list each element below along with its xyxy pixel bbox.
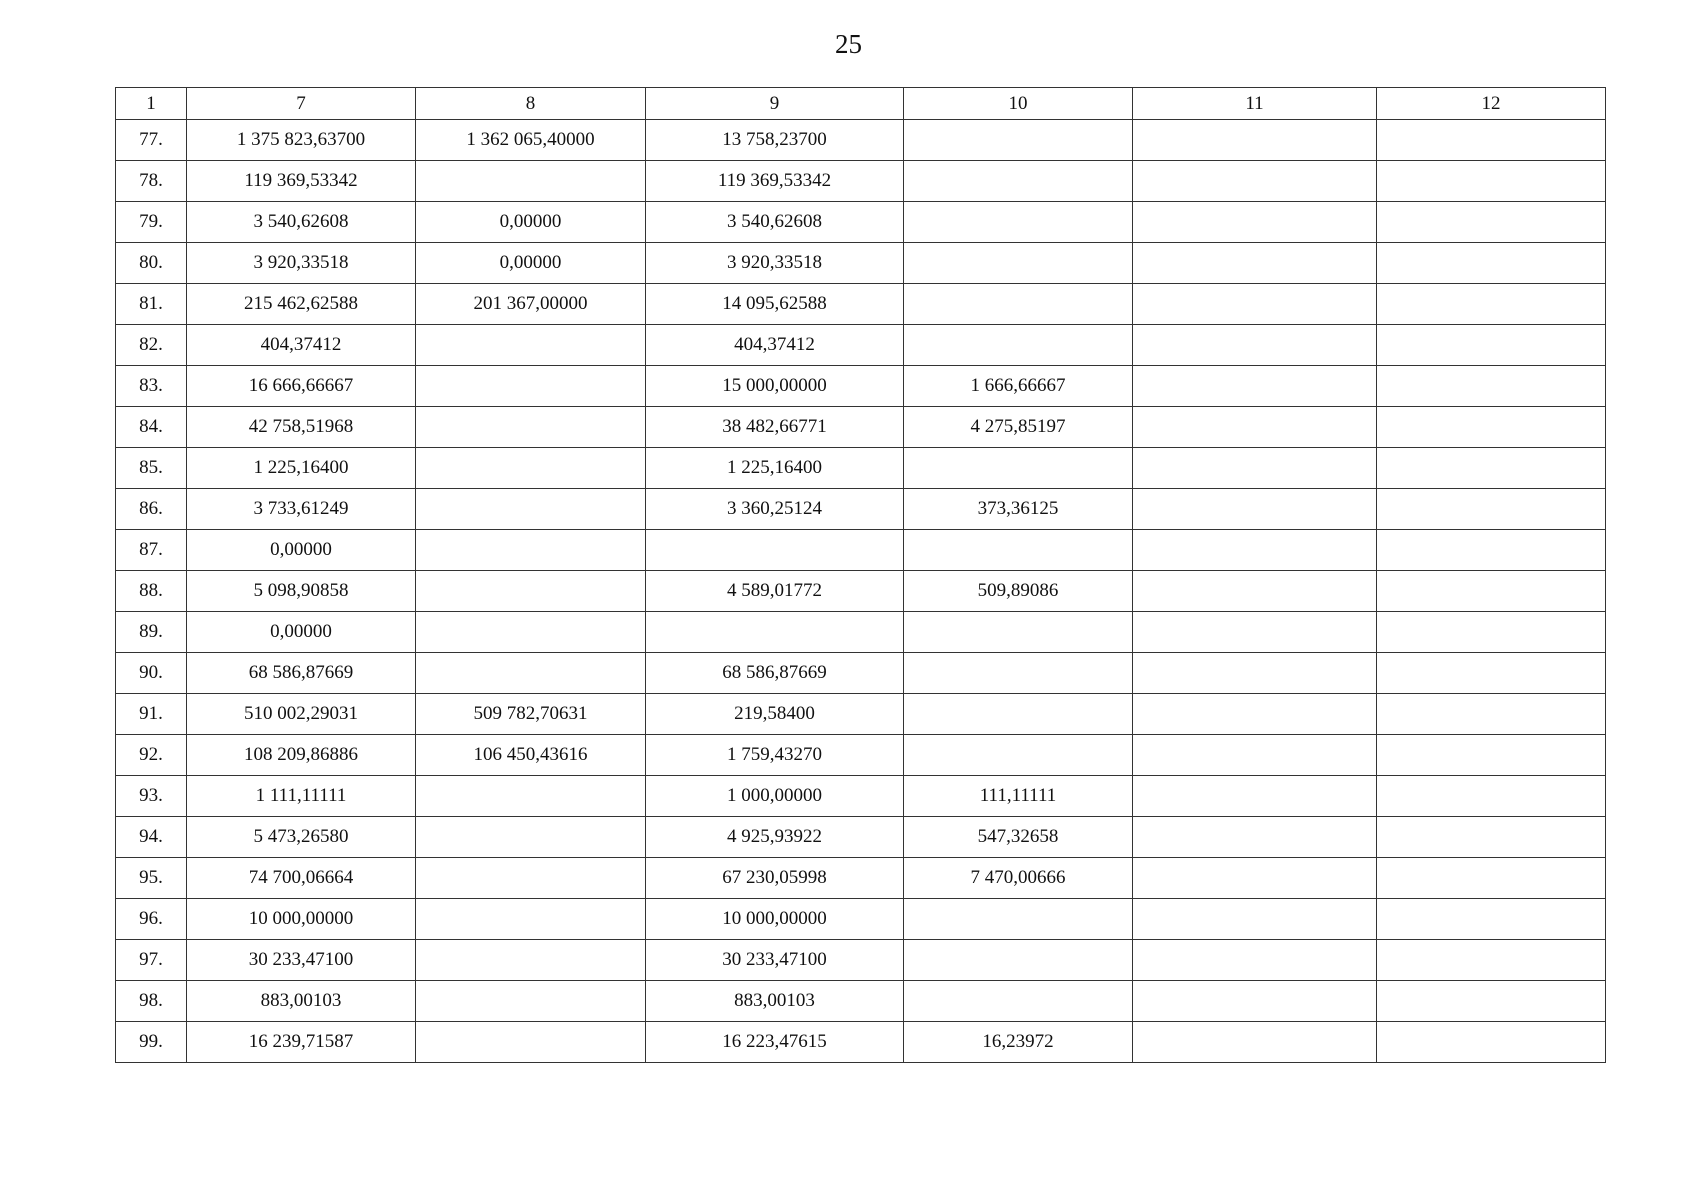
cell-col-8 [416, 981, 646, 1022]
cell-col-11 [1133, 120, 1377, 161]
cell-col-10 [904, 981, 1133, 1022]
cell-col-12 [1377, 161, 1606, 202]
cell-col-9: 119 369,53342 [646, 161, 904, 202]
table-row [116, 161, 1606, 202]
cell-row-number: 85. [116, 448, 187, 489]
cell-col-12 [1377, 284, 1606, 325]
header-cell-col-12: 12 [1377, 88, 1606, 120]
cell-col-8 [416, 161, 646, 202]
cell-row-number: 95. [116, 858, 187, 899]
cell-col-9: 3 920,33518 [646, 243, 904, 284]
cell-col-11 [1133, 940, 1377, 981]
cell-col-9 [646, 612, 904, 653]
table-row [116, 530, 1606, 571]
cell-col-9 [646, 530, 904, 571]
table-row [116, 571, 1606, 612]
cell-col-12 [1377, 202, 1606, 243]
table-row [116, 694, 1606, 735]
table-body [116, 120, 1606, 1063]
cell-col-9: 4 925,93922 [646, 817, 904, 858]
cell-col-7: 510 002,29031 [187, 694, 416, 735]
cell-col-12 [1377, 694, 1606, 735]
cell-col-7: 5 098,90858 [187, 571, 416, 612]
table-row [116, 940, 1606, 981]
cell-col-10: 7 470,00666 [904, 858, 1133, 899]
cell-row-number: 97. [116, 940, 187, 981]
cell-col-11 [1133, 366, 1377, 407]
header-cell-col-7: 7 [187, 88, 416, 120]
cell-col-10 [904, 325, 1133, 366]
cell-col-7: 119 369,53342 [187, 161, 416, 202]
table-row [116, 735, 1606, 776]
cell-row-number: 79. [116, 202, 187, 243]
cell-row-number: 77. [116, 120, 187, 161]
cell-col-8 [416, 1022, 646, 1063]
cell-row-number: 84. [116, 407, 187, 448]
cell-col-9: 1 000,00000 [646, 776, 904, 817]
cell-col-10 [904, 120, 1133, 161]
cell-col-12 [1377, 448, 1606, 489]
table-row [116, 120, 1606, 161]
cell-col-9: 3 360,25124 [646, 489, 904, 530]
cell-row-number: 99. [116, 1022, 187, 1063]
table-row [116, 448, 1606, 489]
table-row [116, 407, 1606, 448]
cell-col-11 [1133, 530, 1377, 571]
cell-col-11 [1133, 325, 1377, 366]
cell-col-11 [1133, 571, 1377, 612]
cell-col-7: 42 758,51968 [187, 407, 416, 448]
header-cell-col-11: 11 [1133, 88, 1377, 120]
cell-col-12 [1377, 366, 1606, 407]
cell-col-10: 111,11111 [904, 776, 1133, 817]
cell-col-12 [1377, 612, 1606, 653]
cell-col-12 [1377, 858, 1606, 899]
cell-col-11 [1133, 448, 1377, 489]
cell-col-10 [904, 243, 1133, 284]
cell-col-12 [1377, 899, 1606, 940]
table-row [116, 817, 1606, 858]
cell-row-number: 80. [116, 243, 187, 284]
cell-row-number: 91. [116, 694, 187, 735]
header-cell-col-8: 8 [416, 88, 646, 120]
cell-col-8 [416, 653, 646, 694]
table-row [116, 325, 1606, 366]
cell-col-10 [904, 284, 1133, 325]
cell-row-number: 93. [116, 776, 187, 817]
cell-col-7: 16 666,66667 [187, 366, 416, 407]
cell-col-11 [1133, 161, 1377, 202]
cell-col-12 [1377, 530, 1606, 571]
cell-col-7: 3 920,33518 [187, 243, 416, 284]
cell-col-9: 13 758,23700 [646, 120, 904, 161]
cell-col-7: 0,00000 [187, 530, 416, 571]
cell-col-8 [416, 858, 646, 899]
table-row [116, 858, 1606, 899]
cell-row-number: 94. [116, 817, 187, 858]
cell-col-11 [1133, 817, 1377, 858]
cell-col-11 [1133, 735, 1377, 776]
cell-col-8: 0,00000 [416, 243, 646, 284]
cell-col-11 [1133, 489, 1377, 530]
cell-col-12 [1377, 817, 1606, 858]
cell-col-7: 3 733,61249 [187, 489, 416, 530]
cell-col-8: 106 450,43616 [416, 735, 646, 776]
cell-col-11 [1133, 202, 1377, 243]
cell-col-10: 1 666,66667 [904, 366, 1133, 407]
cell-col-11 [1133, 694, 1377, 735]
table-header [116, 88, 1606, 120]
cell-row-number: 96. [116, 899, 187, 940]
cell-col-7: 3 540,62608 [187, 202, 416, 243]
cell-col-12 [1377, 940, 1606, 981]
cell-col-11 [1133, 1022, 1377, 1063]
cell-row-number: 82. [116, 325, 187, 366]
table-row [116, 981, 1606, 1022]
data-table [115, 87, 1606, 1063]
cell-col-8 [416, 899, 646, 940]
table-row [116, 202, 1606, 243]
cell-row-number: 92. [116, 735, 187, 776]
cell-col-7: 74 700,06664 [187, 858, 416, 899]
cell-col-11 [1133, 653, 1377, 694]
header-cell-col-1: 1 [116, 88, 187, 120]
cell-col-7: 404,37412 [187, 325, 416, 366]
cell-col-7: 5 473,26580 [187, 817, 416, 858]
cell-col-11 [1133, 776, 1377, 817]
cell-col-12 [1377, 325, 1606, 366]
cell-col-10 [904, 899, 1133, 940]
cell-col-8: 509 782,70631 [416, 694, 646, 735]
cell-col-10 [904, 940, 1133, 981]
cell-col-8 [416, 817, 646, 858]
cell-row-number: 87. [116, 530, 187, 571]
cell-col-10 [904, 161, 1133, 202]
cell-col-7: 68 586,87669 [187, 653, 416, 694]
cell-col-11 [1133, 407, 1377, 448]
cell-col-11 [1133, 284, 1377, 325]
cell-col-7: 30 233,47100 [187, 940, 416, 981]
cell-col-10 [904, 612, 1133, 653]
cell-col-9: 10 000,00000 [646, 899, 904, 940]
cell-col-10: 509,89086 [904, 571, 1133, 612]
cell-col-9: 1 759,43270 [646, 735, 904, 776]
cell-col-9: 67 230,05998 [646, 858, 904, 899]
cell-col-10 [904, 694, 1133, 735]
cell-row-number: 90. [116, 653, 187, 694]
cell-col-9: 883,00103 [646, 981, 904, 1022]
cell-col-10 [904, 530, 1133, 571]
cell-col-8 [416, 530, 646, 571]
cell-col-10: 16,23972 [904, 1022, 1133, 1063]
cell-col-8 [416, 612, 646, 653]
cell-col-9: 404,37412 [646, 325, 904, 366]
table-row [116, 366, 1606, 407]
table-row [116, 243, 1606, 284]
cell-col-8: 0,00000 [416, 202, 646, 243]
cell-col-7: 10 000,00000 [187, 899, 416, 940]
cell-col-9: 16 223,47615 [646, 1022, 904, 1063]
cell-col-11 [1133, 899, 1377, 940]
cell-col-12 [1377, 571, 1606, 612]
table-row [116, 612, 1606, 653]
cell-col-9: 15 000,00000 [646, 366, 904, 407]
cell-col-10: 373,36125 [904, 489, 1133, 530]
cell-col-12 [1377, 489, 1606, 530]
cell-col-7: 1 225,16400 [187, 448, 416, 489]
cell-col-11 [1133, 858, 1377, 899]
cell-col-10 [904, 653, 1133, 694]
table-row [116, 489, 1606, 530]
cell-row-number: 88. [116, 571, 187, 612]
cell-col-12 [1377, 653, 1606, 694]
cell-row-number: 78. [116, 161, 187, 202]
cell-row-number: 89. [116, 612, 187, 653]
cell-col-8 [416, 940, 646, 981]
cell-col-12 [1377, 243, 1606, 284]
page-number: 25 [835, 29, 862, 59]
cell-col-12 [1377, 735, 1606, 776]
cell-col-12 [1377, 1022, 1606, 1063]
cell-col-8 [416, 366, 646, 407]
cell-col-11 [1133, 243, 1377, 284]
cell-col-10 [904, 735, 1133, 776]
table-row [116, 284, 1606, 325]
cell-row-number: 83. [116, 366, 187, 407]
cell-col-9: 219,58400 [646, 694, 904, 735]
cell-col-8 [416, 489, 646, 530]
cell-col-11 [1133, 612, 1377, 653]
cell-col-9: 68 586,87669 [646, 653, 904, 694]
cell-col-12 [1377, 981, 1606, 1022]
table-row [116, 776, 1606, 817]
table-row [116, 899, 1606, 940]
cell-col-8: 201 367,00000 [416, 284, 646, 325]
cell-row-number: 98. [116, 981, 187, 1022]
cell-col-7: 108 209,86886 [187, 735, 416, 776]
cell-col-10 [904, 448, 1133, 489]
cell-col-9: 1 225,16400 [646, 448, 904, 489]
cell-row-number: 86. [116, 489, 187, 530]
cell-col-10: 547,32658 [904, 817, 1133, 858]
cell-col-7: 16 239,71587 [187, 1022, 416, 1063]
cell-col-12 [1377, 120, 1606, 161]
cell-col-9: 14 095,62588 [646, 284, 904, 325]
header-cell-col-10: 10 [904, 88, 1133, 120]
cell-col-7: 0,00000 [187, 612, 416, 653]
cell-col-11 [1133, 981, 1377, 1022]
cell-col-8 [416, 448, 646, 489]
cell-row-number: 81. [116, 284, 187, 325]
cell-col-9: 38 482,66771 [646, 407, 904, 448]
cell-col-8 [416, 571, 646, 612]
table-row [116, 653, 1606, 694]
cell-col-10: 4 275,85197 [904, 407, 1133, 448]
cell-col-12 [1377, 407, 1606, 448]
cell-col-9: 30 233,47100 [646, 940, 904, 981]
header-row [116, 88, 1606, 120]
cell-col-8 [416, 325, 646, 366]
cell-col-7: 883,00103 [187, 981, 416, 1022]
cell-col-7: 1 111,11111 [187, 776, 416, 817]
cell-col-8 [416, 407, 646, 448]
cell-col-9: 4 589,01772 [646, 571, 904, 612]
cell-col-8 [416, 776, 646, 817]
table-row [116, 1022, 1606, 1063]
cell-col-9: 3 540,62608 [646, 202, 904, 243]
cell-col-10 [904, 202, 1133, 243]
cell-col-12 [1377, 776, 1606, 817]
cell-col-8: 1 362 065,40000 [416, 120, 646, 161]
header-cell-col-9: 9 [646, 88, 904, 120]
cell-col-7: 1 375 823,63700 [187, 120, 416, 161]
cell-col-7: 215 462,62588 [187, 284, 416, 325]
